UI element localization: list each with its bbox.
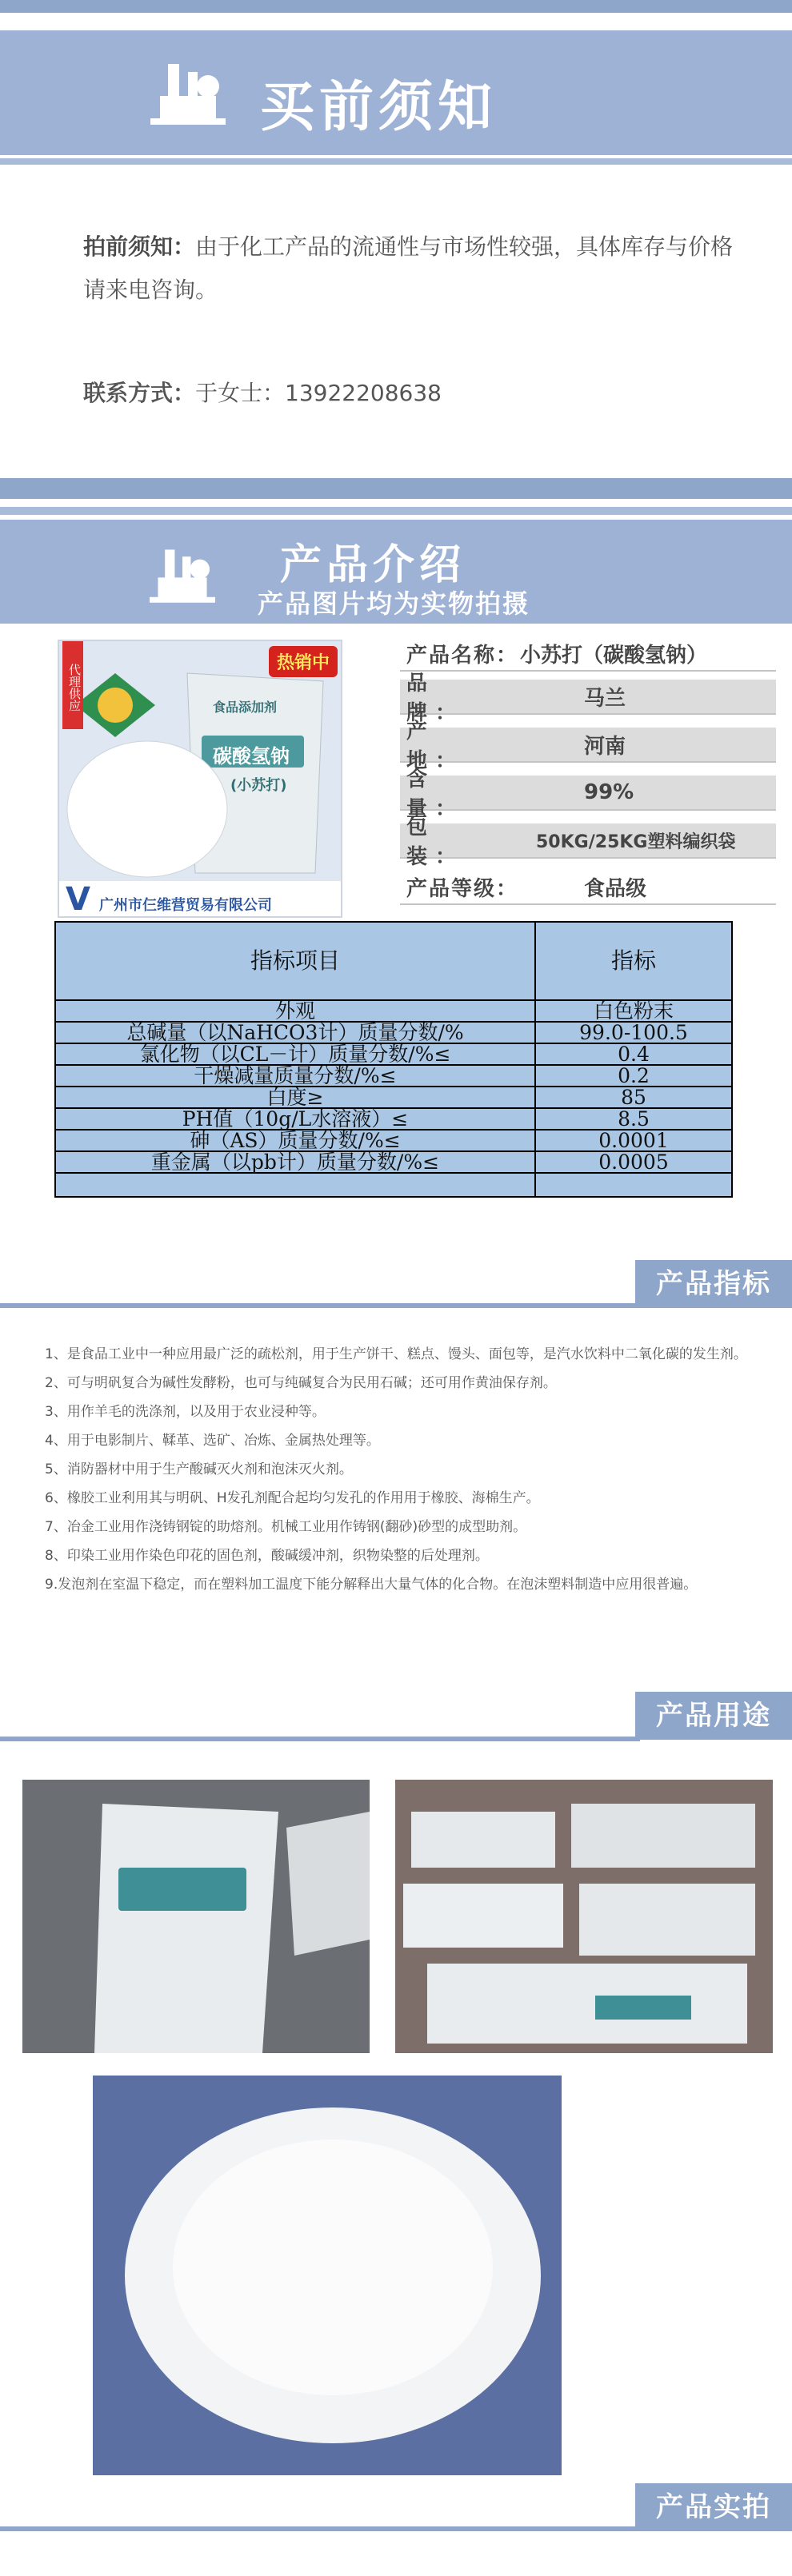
table-row bbox=[55, 1173, 732, 1197]
table-cell: 重金属（以pb计）质量分数/%≤ bbox=[55, 1151, 535, 1173]
table-cell: 砷（AS）质量分数/%≤ bbox=[55, 1130, 535, 1151]
info-key: 产品名称： bbox=[406, 643, 519, 668]
product-intro-title: 产品介绍 bbox=[280, 541, 466, 589]
table-cell: 0.0005 bbox=[535, 1151, 732, 1173]
info-row-content bbox=[400, 768, 776, 821]
table-cell: 0.0001 bbox=[535, 1130, 732, 1151]
info-row-grade bbox=[400, 870, 776, 905]
bag-name-label: 碳酸氢钠 bbox=[213, 745, 290, 768]
info-row-packaging bbox=[400, 815, 776, 869]
uses-list bbox=[45, 1340, 757, 1599]
spec-table bbox=[54, 921, 733, 1198]
list-item: 2、可与明矾复合为碱性发酵粉，也可与纯碱复合为民用石碱；还可用作黄油保存剂。 bbox=[45, 1375, 557, 1391]
table-cell: 0.4 bbox=[535, 1043, 732, 1065]
info-key: 品 牌： bbox=[406, 672, 465, 725]
info-key: 包 装： bbox=[406, 815, 465, 869]
table-cell: 白度≥ bbox=[55, 1087, 535, 1108]
notice-label: 拍前须知： bbox=[83, 233, 196, 260]
list-item: 8、印染工业用作染色印花的固色剂，酸碱缓冲剂，织物染整的后处理剂。 bbox=[45, 1548, 489, 1564]
contact-info bbox=[83, 376, 442, 408]
hot-badge: 热销中 bbox=[269, 646, 338, 677]
chemical-plant-icon bbox=[144, 536, 221, 612]
list-item: 7、冶金工业用作浇铸钢锭的助熔剂。机械工业用作铸钢(翻砂)砂型的成型助剂。 bbox=[45, 1519, 527, 1535]
notice-title: 买前须知 bbox=[260, 76, 498, 139]
contact-label: 联系方式： bbox=[83, 380, 196, 406]
list-item: 4、用于电影制片、鞣革、选矿、冶炼、金属热处理等。 bbox=[45, 1433, 380, 1449]
tab-spec: 产品指标 bbox=[635, 1260, 792, 1308]
info-value: 马兰 bbox=[584, 686, 626, 711]
list-item: 5、消防器材中用于生产酸碱灭火剂和泡沫灭火剂。 bbox=[45, 1461, 353, 1477]
table-cell bbox=[535, 1173, 732, 1197]
top-stripe bbox=[0, 0, 792, 13]
info-value: 50KG/25KG塑料编织袋 bbox=[536, 831, 736, 852]
info-key: 含 量： bbox=[406, 768, 465, 821]
table-row bbox=[55, 1108, 732, 1130]
table-row bbox=[55, 1000, 732, 1022]
notice-banner bbox=[0, 30, 792, 155]
table-row bbox=[55, 1022, 732, 1043]
notice-body: 由于化工产品的流通性与市场性较强，具体库存与价格请来电咨询。 bbox=[83, 233, 734, 303]
product-image bbox=[58, 640, 342, 918]
table-header-item: 指标项目 bbox=[55, 922, 535, 1000]
table-row bbox=[55, 1087, 732, 1108]
table-cell: 总碱量（以NaHCO3计）质量分数/% bbox=[55, 1022, 535, 1043]
tab-line bbox=[0, 1303, 640, 1308]
table-cell: 氯化物（以CL－计）质量分数/%≤ bbox=[55, 1043, 535, 1065]
product-intro-subtitle: 产品图片均为实物拍摄 bbox=[258, 588, 530, 619]
info-key: 产品等级： bbox=[406, 876, 519, 901]
info-value: 99% bbox=[584, 780, 634, 804]
info-key: 产 地： bbox=[406, 720, 465, 773]
table-cell: 99.0-100.5 bbox=[535, 1022, 732, 1043]
list-item: 9.发泡剂在室温下稳定，而在塑料加工温度下能分解释出大量气体的化合物。在泡沫塑料制造中应用很普遍。 bbox=[45, 1577, 698, 1593]
table-row bbox=[55, 1065, 732, 1087]
stripe bbox=[0, 507, 792, 515]
info-value: 小苏打（碳酸氢钠） bbox=[520, 643, 708, 668]
chemical-plant-icon bbox=[144, 48, 232, 136]
table-row bbox=[55, 1151, 732, 1173]
tab-photos: 产品实拍 bbox=[635, 2483, 792, 2531]
info-value: 河南 bbox=[584, 734, 626, 759]
info-row-origin bbox=[400, 720, 776, 773]
table-cell bbox=[55, 1173, 535, 1197]
list-item: 3、用作羊毛的洗涤剂，以及用于农业浸种等。 bbox=[45, 1404, 326, 1420]
tab-uses: 产品用途 bbox=[635, 1692, 792, 1740]
tab-line bbox=[0, 1737, 640, 1741]
contact-value[interactable]: 于女士：13922208638 bbox=[195, 380, 442, 406]
photo-powder-pile bbox=[93, 2076, 562, 2475]
notice-text bbox=[83, 225, 739, 312]
photo-warehouse-stack bbox=[395, 1780, 773, 2053]
side-badge: 代理供应 bbox=[62, 641, 83, 729]
list-item: 6、橡胶工业利用其与明矾、H发孔剂配合起均匀发孔的作用用于橡胶、海棉生产。 bbox=[45, 1490, 540, 1506]
bag-top-label: 食品添加剂 bbox=[213, 700, 278, 715]
table-cell: 外观 bbox=[55, 1000, 535, 1022]
table-row bbox=[55, 1043, 732, 1065]
company-name: 广州市仨维营贸易有限公司 bbox=[99, 897, 272, 914]
product-intro-banner bbox=[0, 520, 792, 624]
table-cell: PH值（10g/L水溶液）≤ bbox=[55, 1108, 535, 1130]
table-cell: 干燥减量质量分数/%≤ bbox=[55, 1065, 535, 1087]
table-cell: 白色粉末 bbox=[535, 1000, 732, 1022]
info-value: 食品级 bbox=[584, 876, 647, 901]
tab-line bbox=[0, 2526, 640, 2531]
bag-sub-label: (小苏打) bbox=[230, 777, 287, 794]
stripe bbox=[0, 478, 792, 499]
stripe bbox=[0, 158, 792, 165]
table-row bbox=[55, 1130, 732, 1151]
info-row-brand bbox=[400, 672, 776, 725]
photo-bag-closeup bbox=[22, 1780, 370, 2053]
table-cell: 85 bbox=[535, 1087, 732, 1108]
product-photo-illustration bbox=[59, 641, 342, 918]
table-cell: 0.2 bbox=[535, 1065, 732, 1087]
table-header-row bbox=[55, 922, 732, 1000]
company-logo-letter: V bbox=[66, 881, 90, 918]
table-cell: 8.5 bbox=[535, 1108, 732, 1130]
table-header-value: 指标 bbox=[535, 922, 732, 1000]
list-item: 1、是食品工业中一种应用最广泛的疏松剂，用于生产饼干、糕点、馒头、面包等，是汽水饮料中二氧化碳的发生剂。 bbox=[45, 1346, 747, 1362]
